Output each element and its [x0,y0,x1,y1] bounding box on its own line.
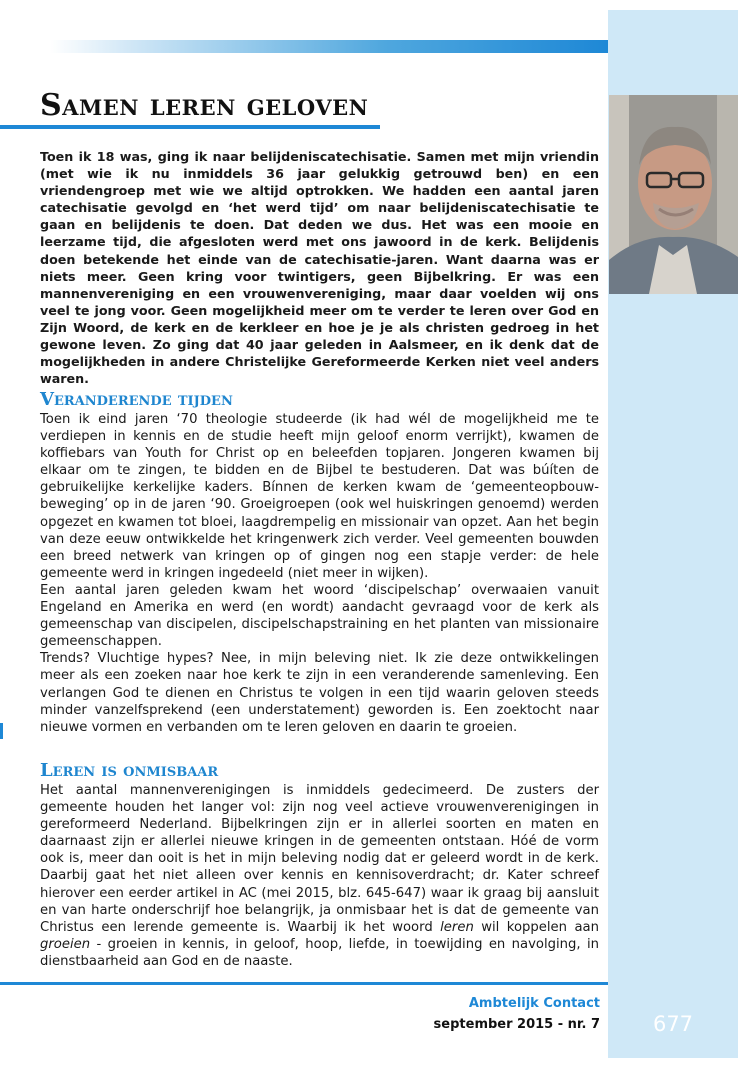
paragraph: Trends? Vluchtige hypes? Nee, in mijn beleving niet. Ik zie deze ontwikkelingen meer als een zoeken naar hoe kerk te zijn in een veranderende samenleving. Een verlangen God te dienen en Christus te volgen in een tijd waarin geloven steeds minder vanzelfsprekend (een understatement) geworden is. Een zoektocht naar nieuwe vormen en verbanden om te leren geloven en daarin te groeien. [40,651,599,735]
section-heading-veranderende-tijden: Veranderende tijden [40,389,233,410]
author-photo [609,95,738,294]
footer-rule [0,982,608,985]
paragraph [40,782,599,970]
header-gradient-bar [50,40,608,53]
margin-marker [0,723,3,739]
paragraph-text: wil koppelen aan [481,919,599,935]
paragraph-text: - groeien in kennis, in geloof, hoop, liefde, in toewijding en navolging, in dienstbaarheid aan God en de naaste. [40,936,599,969]
paragraph: Een aantal jaren geleden kwam het woord ‘discipelschap’ overwaaien vanuit Engeland en Amerika en werd (en wordt) aandacht gevraagd voor de kerk als gemeenschap van discipelen, discipelschapstraining en het planten van missionaire gemeenschappen. [40,582,599,650]
issue-info: september 2015 - nr. 7 [433,1017,600,1032]
emphasis-leren: leren [440,919,474,935]
magazine-name: Ambtelijk Contact [468,996,600,1011]
title-underline [0,125,380,129]
article-intro: Toen ik 18 was, ging ik naar belijdeniscatechisatie. Samen met mijn vriendin (met wie ik nu inmiddels 36 jaar gelukkig getrouwd ben) en een vriendengroep met wie we altijd optrokken. We hadden een aantal jaren catechisatie gevolgd en ‘het werd tijd’ om naar belijdeniscatechisatie te gaan en belijdenis te doen. Dat deden we dus. Het was een mooie en leerzame tijd, die afgesloten werd met ons jawoord in de kerk. Belijdenis doen betekende het einde van de catechisatie-jaren. Want daarna was er niets meer. Geen kring voor twintigers, geen Bijbelkring. Er was een mannenvereniging en een vrouwenvereniging, maar daar voelden wij ons veel te jong voor. Geen mogelijkheid meer om te verder te leren over God en Zijn Woord, de kerk en de kerkleer en hoe je je als christen gedroeg in het gewone leven. Zo ging dat 40 jaar geleden in Aalsmeer, en ik denk dat de mogelijkheden in andere Christelijke Gereformeerde Kerken niet veel anders waren. [40,149,599,387]
section-heading-leren-is-onmisbaar: Leren is onmisbaar [40,760,219,781]
section-leren-is-onmisbaar [40,782,599,970]
paragraph-text: Het aantal mannenverenigingen is inmiddels gedecimeerd. De zusters der gemeente houden het langer vol: zijn nog veel actieve vrouwenverenigingen in gereformeerd Nederland. Bijbelkringen zijn er in allerlei soorten en maten en daarnaast zijn er allerlei nieuwe kringen in de gemeenten ontstaan. Hóé de vorm ook is, meer dan ooit is het in mijn beleving nodig dat er geleerd wordt in de kerk. Daarbij gaat het niet alleen over kennis en kennisoverdracht; dr. Kater schreef hierover een eerder artikel in AC (mei 2015, blz. 645-647) waar ik graag bij aansluit en van harte onderschrijf hoe belangrijk, ja onmisbaar het is dat de gemeente van Christus een lerende gemeente is. Waarbij ik het woord [40,783,599,935]
section-veranderende-tijden [40,411,599,736]
page-number: 677 [652,1012,694,1036]
author-portrait-illustration [609,95,738,294]
article-title: Samen leren geloven [40,88,369,123]
paragraph: Toen ik eind jaren ‘70 theologie studeerde (ik had wél de mogelijkheid me te verdiepen in kennis en de studie heeft mijn geloof enorm verrijkt), kwamen de koffiebars van Youth for Christ op en beleefden topjaren. Jongeren kwamen bij elkaar om te zingen, te bidden en de Bijbel te bestuderen. Dat was búíten de gebruikelijke kerkelijke kaders. Bínnen de kerken kwam de ‘gemeenteopbouw-beweging’ op in de jaren ‘90. Groeigroepen (ook wel huiskringen genoemd) werden opgezet en kwamen tot bloei, laagdrempelig en missionair van opzet. Aan het begin van deze eeuw ontwikkelde het kringenwerk zich verder. Veel gemeenten bouwden een breed netwerk van kringen op of gingen nog een stapje verder: de hele gemeente werd in kringen ingedeeld (niet meer in wijken). [40,412,599,581]
emphasis-groeien: groeien [40,936,91,952]
